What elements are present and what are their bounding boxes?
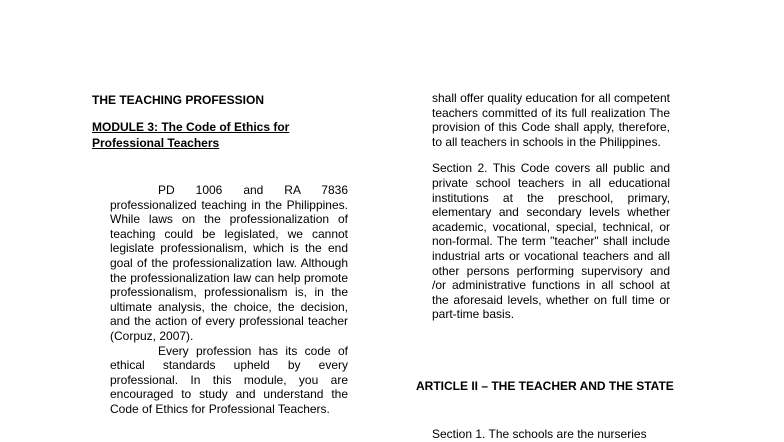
page-title: THE TEACHING PROFESSION [92, 93, 265, 107]
profession-paragraph: Every profession has its code of ethical standards upheld by every professional. In this module, you are encouraged to study and understand the Code of Ethics for Professional Teachers. [110, 343, 348, 416]
continued-paragraph: shall offer quality education for all competent teachers committed of its full realization The provision of this Code shall apply, therefore, to all teachers in schools in the Philippines. [432, 91, 670, 149]
section-1-paragraph: Section 1. The schools are the nurseries [432, 427, 647, 441]
left-column [110, 183, 348, 441]
section-2-paragraph: Section 2. This Code covers all public and private school teachers in all educational institutions at the preschool, primary, elementary and secondary levels whether academic, vocational, special, technical, or non-formal. The term "teacher" shall include industrial arts or vocational teachers and all other persons performing supervisory and /or administrative functions in all school at the aforesaid levels, whether on full time or part-time basis. [432, 161, 670, 322]
article-heading: ARTICLE II – THE TEACHER AND THE STATE [416, 379, 674, 393]
module-title: MODULE 3: The Code of Ethics for Professional Teachers [92, 120, 290, 150]
intro-paragraph: PD 1006 and RA 7836 professionalized teaching in the Philippines. While laws on the professionalization of teaching could be legislated, we cannot legislate professionalism, which is the end goal of the professionalization law. Although the professionalization law can help promote professionalism, professionalism is, in the ultimate analysis, the choice, the decision, and the action of every professional teacher (Corpuz, 2007). [110, 183, 348, 343]
